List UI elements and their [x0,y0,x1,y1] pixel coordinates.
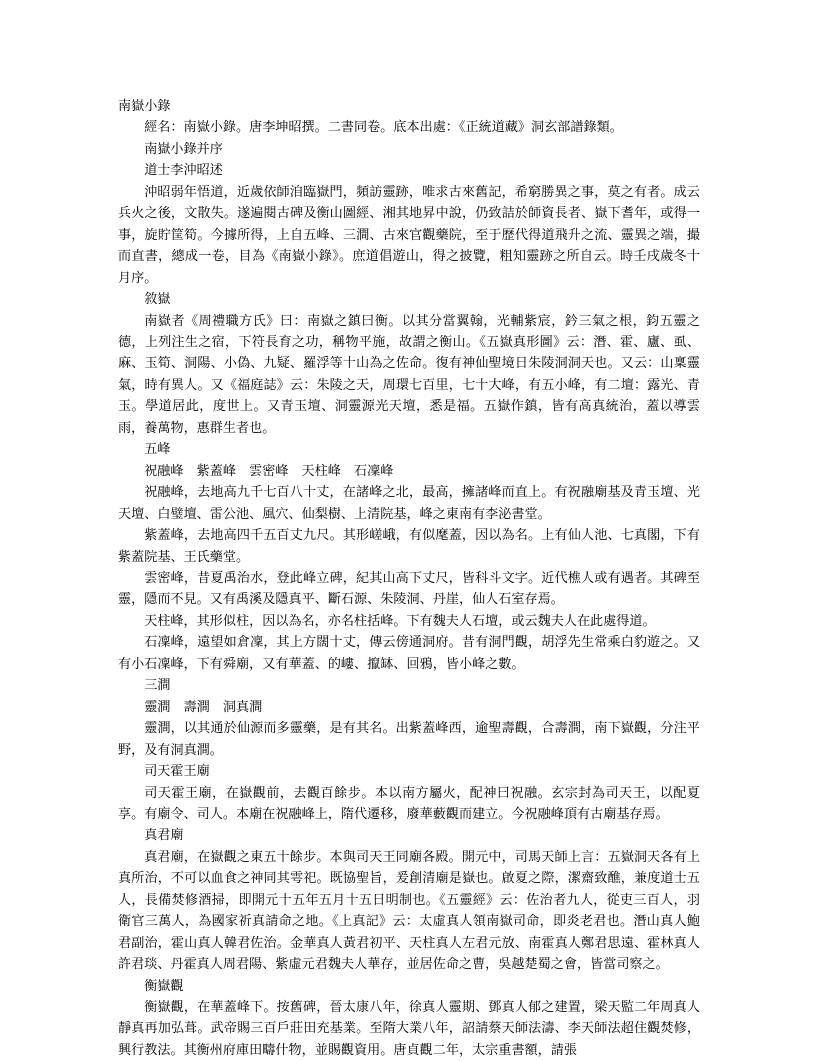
preface-heading: 南嶽小錄并序 [144,141,223,157]
peak-yunmi-body: 雲密峰，昔夏禹治水，登此峰立碑，紀其山高下丈尺，皆科斗文字。近代樵人或有遇者。其碑至靈，隱而不見。又有禹溪及隱真平、斷石源、朱陵洞、丹崖，仙人石室存焉。 [118,570,700,608]
section-heading-sitian: 司天霍王廟 [144,764,210,780]
section-heading-xuyue: 敘嶽 [144,292,171,308]
stream-name-list: 靈澗 壽澗 洞真澗 [144,699,263,715]
peak-zhurong-body: 祝融峰，去地高九千七百八十丈，在諸峰之北，最高，擁諸峰而直上。有祝融廟基及青玉壇、光天壇、白璧壇、雷公池、風穴、仙梨樹、上清院基，峰之東南有李泌書堂。 [118,485,700,522]
section-heading-zhenjun: 真君廟 [144,828,184,844]
sitian-body: 司天霍王廟，在嶽觀前，去觀百餘步。本以南方屬火，配神曰祝融。玄宗封為司天王，以配夏享。有廟令、司人。本廟在祝融峰上，隋代遷移，廢華藪觀而建立。今祝融峰頂有古廟基存焉。 [118,785,700,822]
peak-tianzhu-body: 天柱峰，其形似柱，因以為名，亦名柱括峰。下有魏夫人石壇，或云魏夫人在此處得道。 [144,613,656,629]
hengyueguan-body: 衡嶽觀，在華蓋峰下。按舊碑，晉太康八年，徐真人靈期、鄧真人郁之建置，梁天監二年周真人靜真再加弘葺。武帝賜三百戶莊田充基業。至隋大業八年，詔請蔡天師法濤、李天師法超住觀焚修，興行教法。其衡州府庫田疇什物，並賜觀資用。唐貞觀二年，太宗重書額，請張 [118,1000,700,1058]
zhenjun-body: 真君廟，在嶽觀之東五十餘步。本與司天王同廟各殿。開元中，司馬天師上言：五嶽洞天各有上真所治，不可以血食之神同其雩祀。既協聖旨，爰創清廟是嶽也。啟夏之際，潔齋致醮，兼度道士五人，長備焚修酒掃，即開元十五年五月十五日明制也。《五靈經》云：佐治者九人，從吏三百人，羽衛官三萬人，為國家祈真請命之地。《上真記》云：太虛真人領南嶽司命，即炎老君也。潛山真人鮑君副治，霍山真人韓君佐治。金華真人黃君初平、天柱真人左君元放、南霍真人鄭君思遠、霍林真人許君琰、丹霍真人周君陽、紫虛元君魏夫人華存，並居佐命之曹，吳越楚蜀之會，皆當司察之。 [118,849,700,973]
peak-zigai-body: 紫蓋峰，去地高四千五百丈九尺。其形嵯峨，有似麾蓋，因以為名。上有仙人池、七真閣，下有紫蓋院基、王氏藥堂。 [118,528,700,565]
section-heading-hengyueguan: 衡嶽觀 [144,978,184,994]
peak-name-list: 祝融峰 紫蓋峰 雲密峰 天柱峰 石凜峰 [144,463,394,479]
scripture-metadata: 經名：南嶽小錄。唐李坤昭撰。二書同卷。底本出處：《正統道藏》洞玄部譜錄類。 [144,120,623,136]
section-heading-wufeng: 五峰 [144,442,171,458]
peak-shilin-body: 石凜峰，遠望如倉凜，其上方闊十丈，傳云傍通洞府。昔有洞門觀，胡浮先生常乘白豹遊之。又有小石凜峰，下有舜廟，又有華蓋、的嶁、攛缽、回鴉，皆小峰之數。 [118,635,700,672]
section-heading-sanjian: 三澗 [144,678,171,694]
preface-body: 沖昭弱年悟道，近歲依師洎臨嶽門，頻訪靈跡，唯求古來舊記，希窮勝異之事，莫之有者。成云兵火之後，文散失。遂遍閱古碑及衡山圖經、湘其地昇中說，仍致詰於師資長者、嶽下耆年，或得一事，旋貯筐筍。今據所得，上自五峰、三澗、古來官觀藥院，至于歷代得道飛升之流、靈異之端，撮而直書，總成一卷，目為《南嶽小錄》。庶道倡遊山，得之披覽，粗知靈跡之所自云。時壬戌歲冬十月序。 [118,184,700,286]
doc-title: 南嶽小錄 [118,99,171,114]
author-line: 道士李沖昭述 [144,163,223,179]
section-xuyue-body: 南嶽者《周禮職方氏》曰：南嶽之鎮曰衡。以其分當翼翰，光輔紫宸，鈐三氣之根，鈞五靈之德，上列注生之宿，下符長育之功，稱物平施，故謂之衡山。《五嶽真形圖》云：潛、霍、廬、虱、麻、玉筍、洞陽、小偽、九疑、羅浮等十山為之佐命。復有神仙聖境日朱陵洞洞天也。又云：山稟靈氣，時有異人。又《福庭誌》云：朱陵之天，周環七百里，七十大峰，有五小峰，有二壇：露光、青玉。學道居此，度世上。又青玉壇、洞靈源光天壇，悉是福。五嶽作鎮，皆有高真統治，蓋以導雲雨，養萬物，惠群生者也。 [118,313,700,436]
document-body [118,96,700,1061]
stream-lingjian-body: 靈澗，以其通於仙源而多靈藥，是有其名。出紫蓋峰西，逾聖壽觀，合壽澗，南下嶽觀，分注平野，及有洞真澗。 [118,721,700,758]
